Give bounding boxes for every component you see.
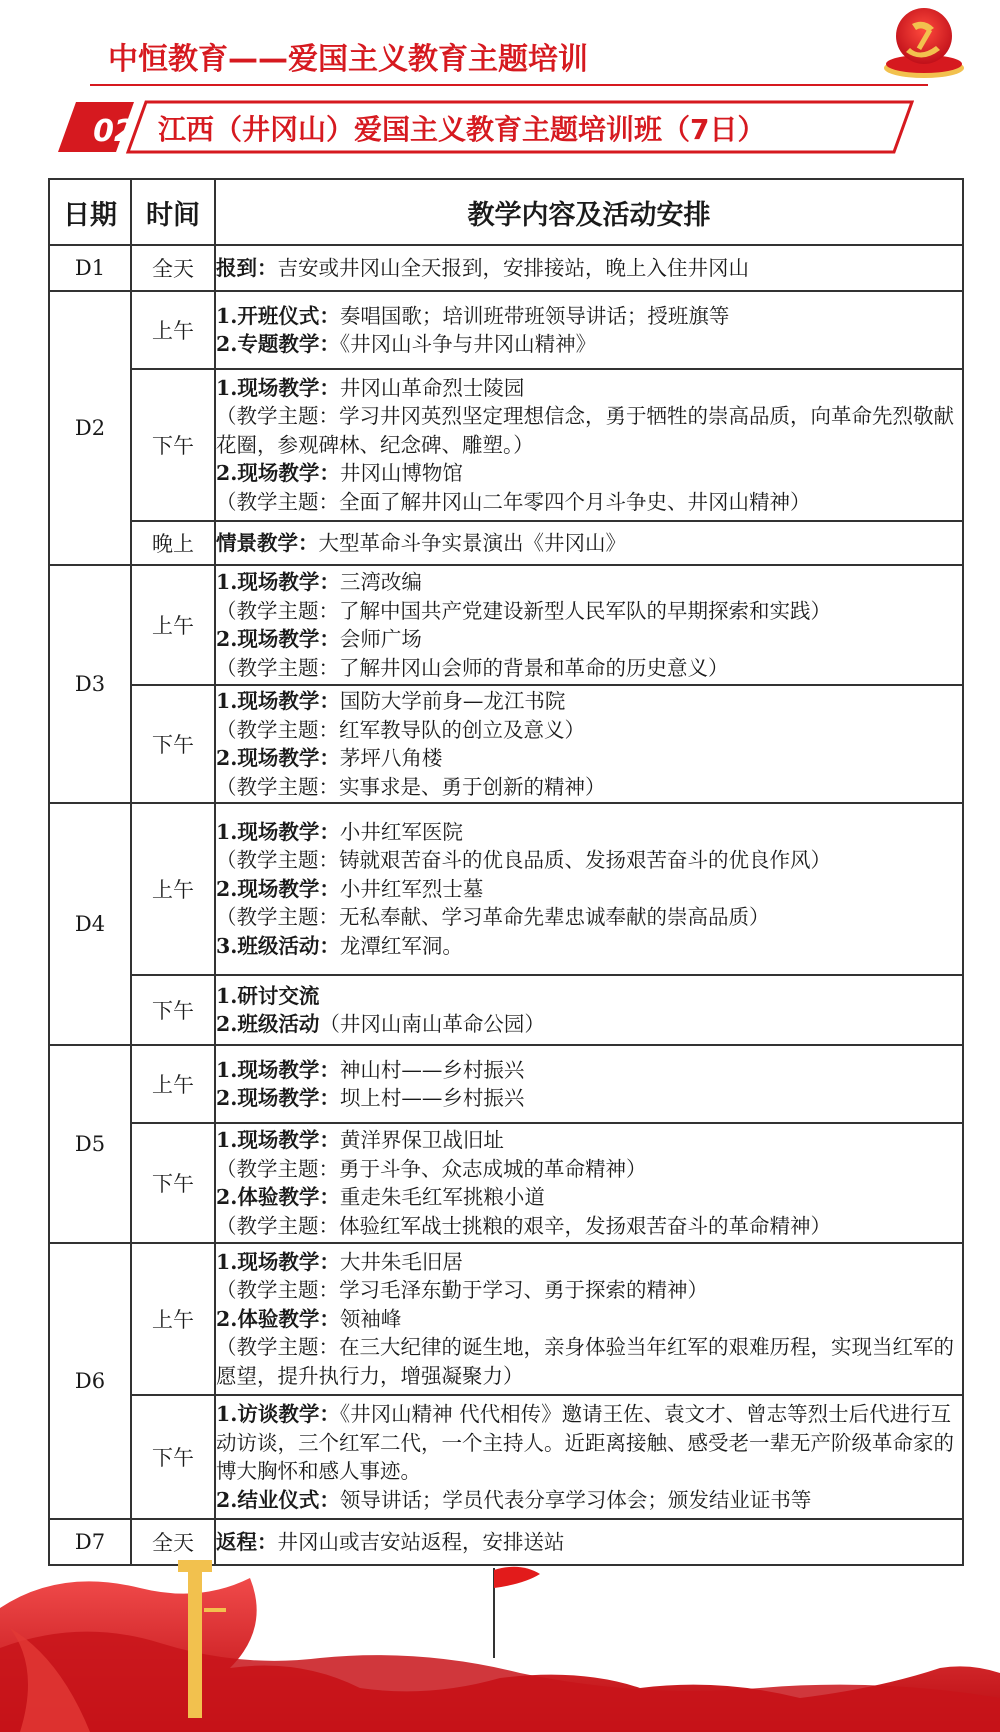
content-cell [215,1045,963,1123]
table-row [49,245,963,291]
content-line [216,903,962,932]
activity-text: 领袖峰 [339,1306,402,1331]
activity-label: 情景教学： [216,530,319,555]
content-cell [215,1123,963,1243]
activity-label: 1.访谈教学： [216,1402,340,1426]
activity-text: 小井红军烈士墓 [339,876,484,901]
activity-label: 1.现场教学： [216,689,340,713]
day-cell: D5 [49,1045,131,1243]
content-line [216,459,962,488]
day-cell: D6 [49,1243,131,1519]
content-line [216,1333,962,1390]
content-cell [215,803,963,975]
content-cell [215,369,963,521]
content-line [216,982,962,1011]
activity-label: 2.现场教学： [216,746,340,770]
content-line [216,374,962,403]
content-line [216,1126,962,1155]
table-row [49,803,963,975]
time-cell: 下午 [131,369,215,521]
content-line [216,1305,962,1334]
party-emblem-icon [876,2,972,82]
table-row [49,369,963,521]
table-row [49,1243,963,1395]
activity-label: 2.班级活动 [216,1012,320,1036]
activity-text: （教学主题：在三大纪律的诞生地，亲身体验当年红军的艰难历程，实现当红军的愿望，提升执行力，增强凝聚力） [216,1335,954,1388]
activity-text: 吉安或井冈山全天报到，安排接站，晚上入住井冈山 [277,255,749,280]
content-cell [215,565,963,685]
content-line [216,597,962,626]
header-divider [90,84,928,86]
content-line [216,488,962,517]
time-cell: 下午 [131,1123,215,1243]
time-cell: 下午 [131,685,215,803]
activity-text: （教学主题：实事求是、勇于创新的精神） [216,774,606,799]
activity-text: （井冈山南山革命公园） [319,1012,545,1036]
content-cell [215,291,963,369]
activity-text: （教学主题：勇于斗争、众志成城的革命精神） [216,1156,647,1181]
content-line [216,1212,962,1241]
activity-text: 奏唱国歌；培训班带班领导讲话；授班旗等 [339,303,730,328]
activity-text: （教学主题：了解中国共产党建设新型人民军队的早期探索和实践） [216,598,831,623]
activity-label: 1.研讨交流 [216,983,320,1008]
activity-label: 1.现场教学： [216,819,340,844]
activity-text: 大井朱毛旧居 [339,1249,463,1274]
time-cell: 上午 [131,1045,215,1123]
content-line [216,1183,962,1212]
table-row [49,291,963,369]
activity-label: 1.现场教学： [216,570,340,594]
activity-text: 神山村——乡村振兴 [339,1057,525,1082]
content-line [216,1155,962,1184]
activity-label: 2.现场教学： [216,876,340,901]
content-cell [215,1395,963,1519]
content-line [216,302,962,331]
activity-text: 井冈山革命烈士陵园 [339,375,525,400]
content-line [216,744,962,773]
content-line [216,875,962,904]
table-row [49,1045,963,1123]
header-date: 日期 [49,179,131,245]
red-flag-decoration [0,1548,1000,1732]
content-line [216,654,962,683]
content-line [216,402,962,459]
activity-label: 2.体验教学： [216,1185,340,1209]
header-title: 中恒教育——爱国主义教育主题培训 [108,42,588,77]
activity-text: 领导讲话；学员代表分享学习体会；颁发结业证书等 [339,1487,812,1512]
activity-label: 1.开班仪式： [216,303,340,328]
content-line [216,716,962,745]
day-cell: D4 [49,803,131,1045]
content-line [216,1486,962,1515]
day-cell: D7 [49,1519,131,1565]
activity-text: （教学主题：铸就艰苦奋斗的优良品质、发扬艰苦奋斗的优良作风） [216,848,831,873]
activity-text: （教学主题：体验红军战士挑粮的艰辛，发扬艰苦奋斗的革命精神） [216,1213,831,1238]
time-cell: 上午 [131,291,215,369]
content-line [216,1276,962,1305]
content-line [216,1400,962,1486]
content-cell [215,245,963,291]
activity-label: 2.专题教学： [216,332,340,356]
content-line [216,687,962,716]
section-title: 江西（井冈山）爱国主义教育主题培训班（7日） [158,113,766,146]
activity-label: 2.现场教学： [216,1086,340,1110]
content-line [216,568,962,597]
content-line [216,1010,962,1039]
table-row [49,565,963,685]
activity-text: （教学主题：全面了解井冈山二年零四个月斗争史、井冈山精神） [216,489,811,514]
activity-text: 坝上村——乡村振兴 [339,1086,525,1110]
activity-label: 1.现场教学： [216,1249,340,1274]
activity-text: （教学主题：红军教导队的创立及意义） [216,717,585,742]
activity-text: 《井冈山精神 代代相传》邀请王佐、袁文才、曾志等烈士后代进行互动访谈，三个红军二代，一个主持人。近距离接触、感受老一辈无产阶级革命家的博大胸怀和感人事迹。 [216,1402,954,1483]
content-line [216,330,962,359]
schedule-body [49,245,963,1565]
content-line [216,932,962,961]
activity-label: 2.现场教学： [216,627,340,651]
activity-text: （教学主题：学习毛泽东勤于学习、勇于探索的精神） [216,1278,708,1303]
activity-text: 会师广场 [339,627,422,651]
content-line [216,1248,962,1277]
schedule-table [48,178,964,1566]
content-cell [215,975,963,1045]
day-cell: D1 [49,245,131,291]
activity-label: 返程： [216,1529,278,1554]
activity-label: 1.现场教学： [216,1128,340,1152]
activity-text: （教学主题：学习井冈英烈坚定理想信念，勇于牺牲的崇高品质，向革命先烈敬献花圈，参观碑林、纪念碑、雕塑。） [216,404,954,457]
time-cell: 晚上 [131,521,215,565]
content-line [216,846,962,875]
header-time: 时间 [131,179,215,245]
time-cell: 上午 [131,803,215,975]
content-line [216,818,962,847]
content-line [216,1056,962,1085]
section-number: 02 [93,114,135,149]
activity-text: （教学主题：无私奉献、学习革命先辈忠诚奉献的崇高品质） [216,905,770,930]
activity-text: 《井冈山斗争与井冈山精神》 [339,332,597,356]
time-cell: 全天 [131,1519,215,1565]
activity-label: 2.现场教学： [216,461,340,486]
activity-text: 井冈山或吉安站返程，安排送站 [277,1529,565,1554]
activity-label: 1.现场教学： [216,375,340,400]
content-line [216,1084,962,1113]
activity-label: 2.结业仪式： [216,1487,340,1512]
activity-text: 重走朱毛红军挑粮小道 [339,1185,545,1209]
table-row [49,975,963,1045]
table-header-row [49,179,963,245]
activity-label: 1.现场教学： [216,1057,340,1082]
activity-text: （教学主题：了解井冈山会师的背景和革命的历史意义） [216,655,729,680]
activity-label: 2.体验教学： [216,1306,340,1331]
table-row [49,1395,963,1519]
content-line [216,529,962,558]
content-cell [215,685,963,803]
content-cell [215,521,963,565]
activity-text: 小井红军医院 [339,819,463,844]
time-cell: 上午 [131,565,215,685]
day-cell: D2 [49,291,131,565]
time-cell: 全天 [131,245,215,291]
table-row [49,685,963,803]
activity-text: 三湾改编 [339,570,422,594]
activity-text: 茅坪八角楼 [339,746,443,770]
activity-text: 国防大学前身—龙江书院 [339,689,566,713]
activity-label: 3.班级活动： [216,933,340,958]
activity-text: 黄洋界保卫战旧址 [339,1128,504,1152]
activity-text: 龙潭红军洞。 [339,933,463,958]
time-cell: 下午 [131,975,215,1045]
activity-text: 井冈山博物馆 [339,461,463,486]
activity-text: 大型革命斗争实景演出《井冈山》 [318,530,626,555]
activity-label: 报到： [216,255,278,280]
time-cell: 下午 [131,1395,215,1519]
table-row [49,1123,963,1243]
content-line [216,254,962,283]
day-cell: D3 [49,565,131,803]
content-line [216,773,962,802]
header-content: 教学内容及活动安排 [215,179,963,245]
table-row [49,521,963,565]
content-cell [215,1243,963,1395]
time-cell: 上午 [131,1243,215,1395]
content-line [216,625,962,654]
